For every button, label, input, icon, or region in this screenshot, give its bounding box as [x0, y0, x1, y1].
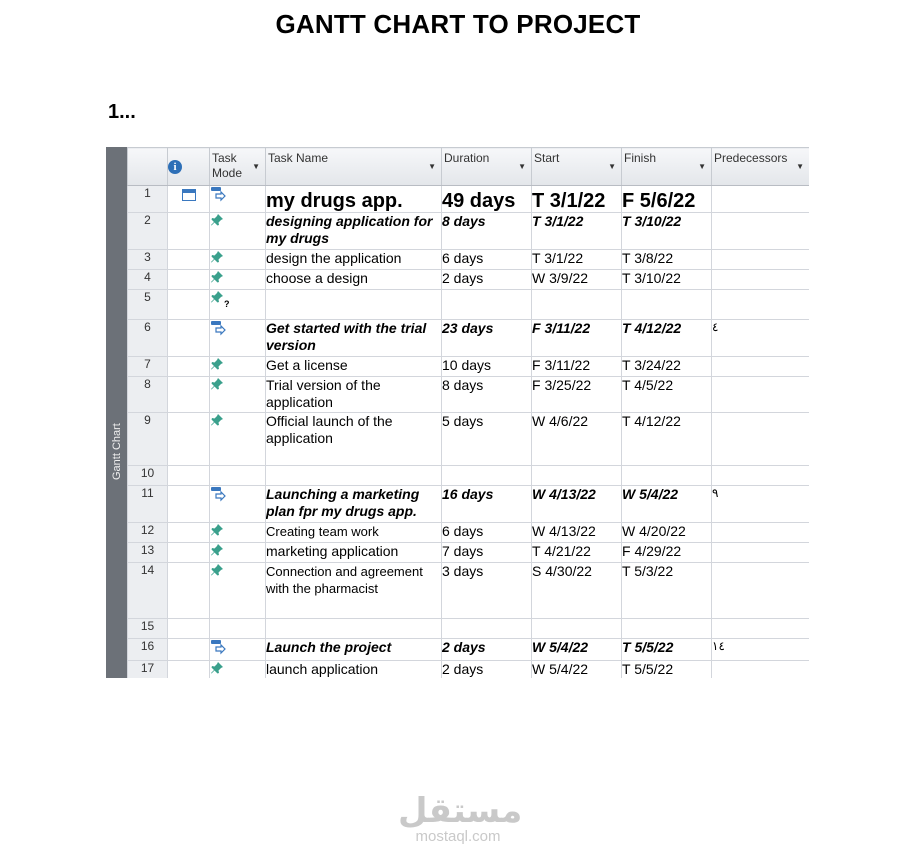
- predecessors-cell[interactable]: [712, 186, 810, 213]
- task-mode-cell[interactable]: [210, 639, 266, 661]
- start-cell[interactable]: W 5/4/22: [532, 661, 622, 679]
- pin-question-icon: ?: [210, 290, 230, 309]
- row-id[interactable]: 17: [128, 661, 168, 679]
- start-cell[interactable]: T 3/1/22: [532, 213, 622, 250]
- duration-cell[interactable]: 2 days: [442, 661, 532, 679]
- start-cell[interactable]: W 5/4/22: [532, 639, 622, 661]
- start-cell[interactable]: T 3/1/22: [532, 250, 622, 270]
- auto-schedule-icon: [210, 639, 226, 660]
- pin-icon: [210, 250, 224, 269]
- pin-icon: [210, 377, 224, 396]
- task-name-cell[interactable]: Creating team work: [266, 523, 442, 543]
- start-cell[interactable]: W 4/13/22: [532, 486, 622, 523]
- row-id[interactable]: 2: [128, 213, 168, 250]
- indicator-cell[interactable]: [168, 486, 210, 523]
- predecessors-cell[interactable]: [712, 250, 810, 270]
- column-header-finish[interactable]: Finish ▼: [622, 148, 712, 186]
- duration-cell[interactable]: 6 days: [442, 250, 532, 270]
- finish-cell[interactable]: T 3/24/22: [622, 357, 712, 377]
- task-name-cell[interactable]: designing application for my drugs: [266, 213, 442, 250]
- row-id[interactable]: 13: [128, 543, 168, 563]
- task-name-cell[interactable]: [266, 619, 442, 639]
- dropdown-arrow-icon[interactable]: ▼: [698, 162, 706, 171]
- finish-cell[interactable]: T 3/10/22: [622, 213, 712, 250]
- task-row[interactable]: [128, 466, 810, 486]
- gantt-table-view: [106, 147, 809, 678]
- task-row[interactable]: [128, 639, 810, 661]
- task-mode-cell[interactable]: [210, 543, 266, 563]
- row-id[interactable]: 15: [128, 619, 168, 639]
- start-cell[interactable]: [532, 619, 622, 639]
- pin-icon: [210, 661, 224, 678]
- indicator-cell[interactable]: [168, 619, 210, 639]
- row-id[interactable]: 7: [128, 357, 168, 377]
- pin-icon: [210, 413, 224, 432]
- column-header-start[interactable]: Start ▼: [532, 148, 622, 186]
- row-id[interactable]: 4: [128, 270, 168, 290]
- document-title: GANTT CHART TO PROJECT: [275, 9, 641, 39]
- auto-schedule-icon: [210, 486, 226, 507]
- task-name-cell[interactable]: Official launch of the application: [266, 413, 442, 466]
- start-cell[interactable]: T 4/21/22: [532, 543, 622, 563]
- task-mode-cell[interactable]: [210, 466, 266, 486]
- task-row[interactable]: [128, 250, 810, 270]
- finish-cell[interactable]: F 5/6/22: [622, 186, 712, 213]
- start-cell[interactable]: [532, 466, 622, 486]
- predecessors-cell[interactable]: [712, 377, 810, 413]
- auto-schedule-icon: [210, 186, 226, 207]
- predecessors-cell[interactable]: ٤: [712, 320, 810, 357]
- task-name-cell[interactable]: Trial version of the application: [266, 377, 442, 413]
- pin-icon: [210, 523, 224, 542]
- dropdown-arrow-icon[interactable]: ▼: [428, 162, 436, 171]
- watermark-url: mostaql.com: [415, 828, 501, 845]
- start-cell[interactable]: W 3/9/22: [532, 270, 622, 290]
- task-name-cell[interactable]: choose a design: [266, 270, 442, 290]
- task-name-cell[interactable]: Launching a marketing plan fpr my drugs app.: [266, 486, 442, 523]
- row-id[interactable]: 3: [128, 250, 168, 270]
- duration-cell[interactable]: 49 days: [442, 186, 532, 213]
- start-cell[interactable]: F 3/11/22: [532, 320, 622, 357]
- task-row[interactable]: [128, 563, 810, 619]
- start-cell[interactable]: W 4/6/22: [532, 413, 622, 466]
- task-mode-cell[interactable]: [210, 619, 266, 639]
- task-name-cell[interactable]: Get started with the trial version: [266, 320, 442, 357]
- task-name-cell[interactable]: marketing application: [266, 543, 442, 563]
- task-name-cell[interactable]: design the application: [266, 250, 442, 270]
- task-mode-cell[interactable]: [210, 661, 266, 679]
- task-row[interactable]: [128, 320, 810, 357]
- task-name-cell[interactable]: [266, 466, 442, 486]
- section-label: 1...: [108, 101, 136, 123]
- task-name-cell[interactable]: Connection and agreement with the pharmacist: [266, 563, 442, 619]
- task-mode-cell[interactable]: [210, 186, 266, 213]
- task-mode-cell[interactable]: [210, 377, 266, 413]
- task-name-cell[interactable]: launch application: [266, 661, 442, 679]
- predecessors-cell[interactable]: [712, 466, 810, 486]
- task-row[interactable]: [128, 213, 810, 250]
- indicator-cell[interactable]: [168, 270, 210, 290]
- indicator-cell[interactable]: [168, 413, 210, 466]
- column-header-indicators[interactable]: [168, 148, 210, 186]
- predecessors-cell[interactable]: [712, 290, 810, 320]
- header-row: [128, 148, 810, 186]
- indicator-cell[interactable]: [168, 320, 210, 357]
- pin-icon: [210, 213, 224, 232]
- duration-cell[interactable]: 8 days: [442, 213, 532, 250]
- start-cell[interactable]: F 3/11/22: [532, 357, 622, 377]
- column-header-predecessors[interactable]: Predecessors ▼: [712, 148, 810, 186]
- indicator-cell[interactable]: [168, 466, 210, 486]
- watermark: [398, 791, 523, 845]
- task-mode-cell[interactable]: [210, 270, 266, 290]
- indicator-cell[interactable]: [168, 186, 210, 213]
- indicator-cell[interactable]: [168, 543, 210, 563]
- finish-cell[interactable]: T 4/12/22: [622, 413, 712, 466]
- pin-icon: [210, 563, 224, 582]
- pin-icon: [210, 357, 224, 376]
- column-header-task-name[interactable]: Task Name ▼: [266, 148, 442, 186]
- predecessors-cell[interactable]: [712, 543, 810, 563]
- finish-cell[interactable]: T 3/8/22: [622, 250, 712, 270]
- row-id[interactable]: 10: [128, 466, 168, 486]
- dropdown-arrow-icon[interactable]: ▼: [252, 162, 260, 171]
- indicator-cell[interactable]: [168, 563, 210, 619]
- task-grid: [127, 147, 809, 678]
- task-row[interactable]: [128, 486, 810, 523]
- column-header-task-mode[interactable]: Task Mode ▼: [210, 148, 266, 186]
- view-bar[interactable]: [106, 147, 127, 678]
- finish-cell[interactable]: W 4/20/22: [622, 523, 712, 543]
- duration-cell[interactable]: [442, 466, 532, 486]
- predecessors-cell[interactable]: [712, 413, 810, 466]
- duration-cell[interactable]: [442, 290, 532, 320]
- task-mode-cell[interactable]: [210, 250, 266, 270]
- duration-cell[interactable]: 23 days: [442, 320, 532, 357]
- finish-cell[interactable]: T 3/10/22: [622, 270, 712, 290]
- task-row[interactable]: [128, 290, 810, 320]
- task-row[interactable]: [128, 619, 810, 639]
- duration-cell[interactable]: 8 days: [442, 377, 532, 413]
- task-mode-cell[interactable]: [210, 320, 266, 357]
- task-row[interactable]: [128, 413, 810, 466]
- finish-cell[interactable]: T 4/12/22: [622, 320, 712, 357]
- predecessors-cell[interactable]: [712, 619, 810, 639]
- predecessors-cell[interactable]: ٩: [712, 486, 810, 523]
- row-id[interactable]: 14: [128, 563, 168, 619]
- task-mode-cell[interactable]: [210, 413, 266, 466]
- pin-icon: [210, 270, 224, 289]
- dropdown-arrow-icon[interactable]: ▼: [608, 162, 616, 171]
- start-cell[interactable]: F 3/25/22: [532, 377, 622, 413]
- view-bar-label: Gantt Chart: [111, 423, 123, 480]
- row-id[interactable]: 11: [128, 486, 168, 523]
- predecessors-cell[interactable]: [712, 563, 810, 619]
- row-id[interactable]: 12: [128, 523, 168, 543]
- task-name-cell[interactable]: Get a license: [266, 357, 442, 377]
- start-cell[interactable]: T 3/1/22: [532, 186, 622, 213]
- start-cell[interactable]: W 4/13/22: [532, 523, 622, 543]
- task-mode-cell[interactable]: [210, 563, 266, 619]
- predecessors-cell[interactable]: [712, 213, 810, 250]
- calendar-icon: [182, 189, 196, 201]
- task-row[interactable]: [128, 357, 810, 377]
- duration-cell[interactable]: 10 days: [442, 357, 532, 377]
- finish-cell[interactable]: T 5/5/22: [622, 661, 712, 679]
- row-id[interactable]: 1: [128, 186, 168, 213]
- indicator-cell[interactable]: [168, 357, 210, 377]
- duration-cell[interactable]: 3 days: [442, 563, 532, 619]
- finish-cell[interactable]: [622, 290, 712, 320]
- dropdown-arrow-icon[interactable]: ▼: [518, 162, 526, 171]
- predecessors-cell[interactable]: [712, 357, 810, 377]
- task-name-cell[interactable]: Launch the project: [266, 639, 442, 661]
- finish-cell[interactable]: T 5/5/22: [622, 639, 712, 661]
- task-mode-cell[interactable]: [210, 523, 266, 543]
- finish-cell[interactable]: T 4/5/22: [622, 377, 712, 413]
- duration-cell[interactable]: 2 days: [442, 270, 532, 290]
- finish-cell[interactable]: T 5/3/22: [622, 563, 712, 619]
- predecessors-cell[interactable]: [712, 523, 810, 543]
- duration-cell[interactable]: 16 days: [442, 486, 532, 523]
- duration-cell[interactable]: [442, 619, 532, 639]
- predecessors-cell[interactable]: ١٤: [712, 639, 810, 661]
- indicator-cell[interactable]: [168, 290, 210, 320]
- select-all-cell[interactable]: [128, 148, 168, 186]
- task-row[interactable]: [128, 543, 810, 563]
- duration-cell[interactable]: 5 days: [442, 413, 532, 466]
- column-header-duration[interactable]: Duration ▼: [442, 148, 532, 186]
- task-row[interactable]: [128, 186, 810, 213]
- watermark-logo: مستقل: [398, 791, 523, 831]
- task-mode-cell[interactable]: [210, 357, 266, 377]
- task-mode-cell[interactable]: [210, 290, 266, 320]
- duration-cell[interactable]: 7 days: [442, 543, 532, 563]
- indicator-cell[interactable]: [168, 661, 210, 679]
- indicator-cell[interactable]: [168, 250, 210, 270]
- row-id[interactable]: 8: [128, 377, 168, 413]
- duration-cell[interactable]: 6 days: [442, 523, 532, 543]
- info-icon: i: [168, 160, 182, 174]
- indicator-cell[interactable]: [168, 377, 210, 413]
- task-row[interactable]: [128, 377, 810, 413]
- row-id[interactable]: 5: [128, 290, 168, 320]
- row-id[interactable]: 6: [128, 320, 168, 357]
- indicator-cell[interactable]: [168, 639, 210, 661]
- indicator-cell[interactable]: [168, 213, 210, 250]
- start-cell[interactable]: S 4/30/22: [532, 563, 622, 619]
- pin-icon: [210, 543, 224, 562]
- task-name-cell[interactable]: my drugs app.: [266, 186, 442, 213]
- task-mode-cell[interactable]: [210, 213, 266, 250]
- dropdown-arrow-icon[interactable]: ▼: [796, 162, 804, 171]
- indicator-cell[interactable]: [168, 523, 210, 543]
- row-id[interactable]: 9: [128, 413, 168, 466]
- predecessors-cell[interactable]: [712, 270, 810, 290]
- task-row[interactable]: [128, 523, 810, 543]
- task-mode-cell[interactable]: [210, 486, 266, 523]
- finish-cell[interactable]: F 4/29/22: [622, 543, 712, 563]
- finish-cell[interactable]: [622, 619, 712, 639]
- start-cell[interactable]: [532, 290, 622, 320]
- finish-cell[interactable]: W 5/4/22: [622, 486, 712, 523]
- predecessors-cell[interactable]: [712, 661, 810, 679]
- task-row[interactable]: [128, 270, 810, 290]
- finish-cell[interactable]: [622, 466, 712, 486]
- task-row[interactable]: [128, 661, 810, 679]
- auto-schedule-icon: [210, 320, 226, 341]
- task-name-cell[interactable]: [266, 290, 442, 320]
- row-id[interactable]: 16: [128, 639, 168, 661]
- duration-cell[interactable]: 2 days: [442, 639, 532, 661]
